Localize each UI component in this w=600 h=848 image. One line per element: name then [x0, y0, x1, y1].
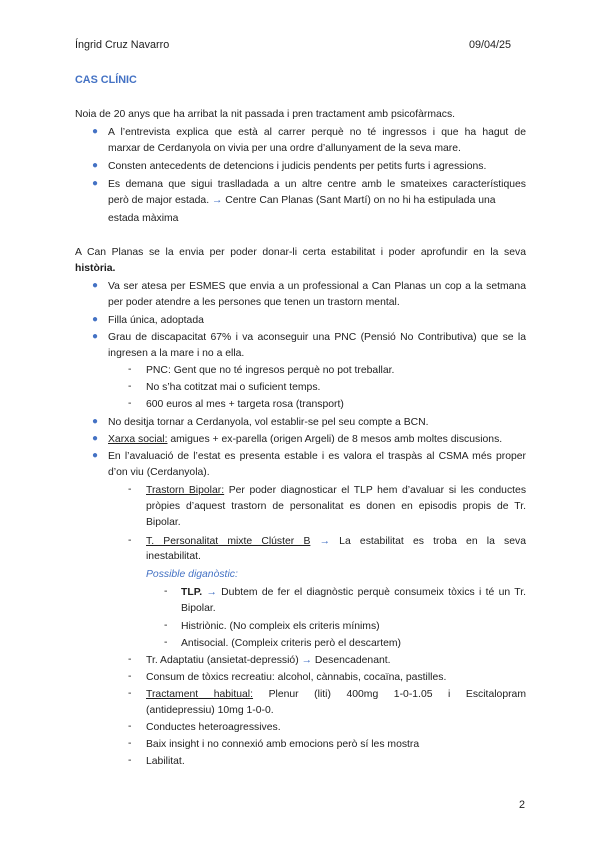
trastorn-bipolar-label: Trastorn Bipolar:	[146, 485, 225, 496]
s1-bullet2: Consten antecedents de detencions i judicis pendents per petits furts i agressions.	[108, 161, 487, 172]
s2-bullet3-line1: Grau de discapacitat 67% i va aconseguir una PNC (Pensió No Contributiva) que se la	[108, 332, 526, 343]
dash-marker: -	[128, 721, 132, 732]
bullet-icon: ●	[92, 126, 99, 137]
xarxa-social-label: Xarxa social:	[108, 434, 168, 445]
desencadenant-text: Desencadenant.	[314, 655, 391, 666]
dash-marker: -	[128, 398, 132, 409]
s2-sub1: PNC: Gent que no té ingresos perquè no pot treballar.	[146, 365, 395, 376]
bullet-icon: ●	[92, 280, 99, 291]
section-title: CAS CLÍNIC	[75, 74, 137, 86]
s3-d1-line3: Bipolar.	[146, 517, 181, 528]
bullet-icon: ●	[92, 416, 99, 427]
personalitat-text: La estabilitat es troba en la seva	[339, 536, 527, 547]
s2-bullet5	[108, 433, 502, 446]
s3-d8: Labilitat.	[146, 756, 185, 767]
dash-marker: -	[128, 755, 132, 766]
s1-bullet1-line2: marxar de Cerdanyola on vivia per una ordre d’allunyament de la seva mare.	[108, 143, 461, 154]
s2-sub2: No s’ha cotitzat mai o suficient temps.	[146, 382, 321, 393]
bullet-icon: ●	[92, 314, 99, 325]
s3-d6: Conductes heteroagressives.	[146, 722, 281, 733]
s3-d1-line1	[146, 484, 526, 497]
s1-bullet3-text-b: Centre Can Planas (Sant Martí) on no hi ha estipulada una	[225, 195, 496, 206]
s2-bullet2: Filla única, adoptada	[108, 315, 204, 326]
bullet-icon: ●	[92, 331, 99, 342]
trastorn-bipolar-text: Per poder diagnosticar el TLP hem d’avaluar si les conductes	[228, 485, 527, 496]
tlp-label: TLP.	[181, 587, 203, 598]
s1-bullet1-line1: A l’entrevista explica que està al carrer perquè no té ingressos i que ha hagut de	[108, 127, 526, 138]
dash-marker: -	[128, 364, 132, 375]
dash-marker: -	[128, 381, 132, 392]
xarxa-social-text: amigues + ex-parella (origen Argeli) de 8 mesos amb moltes discusions.	[170, 434, 503, 445]
s3-d4: Consum de tòxics recreatiu: alcohol, cànnabis, cocaïna, pastilles.	[146, 672, 447, 683]
page-number: 2	[519, 799, 526, 811]
s3-sub3: Antisocial. (Compleix criteris però el descartem)	[181, 638, 402, 649]
s3-d7: Baix insight i no connexió amb emocions però sí les mostra	[146, 739, 420, 750]
dash-marker: -	[128, 688, 132, 699]
s2-bullet4: No desitja tornar a Cerdanyola, vol establir-se pel seu compte a BCN.	[108, 417, 429, 428]
dash-marker: -	[128, 654, 132, 665]
tractament-label: Tractament habitual:	[146, 689, 254, 700]
s2-bullet1-line2: per poder atendre a les persones que tenen un trastorn mental.	[108, 297, 400, 308]
s3-d3	[146, 654, 391, 667]
s2-bullet1-line1: Va ser atesa per ESMES que envia a un professional a Can Planas un cop a la setmana	[108, 281, 526, 292]
bullet-icon: ●	[92, 433, 99, 444]
adaptatiu-text: Tr. Adaptatiu (ansietat-depressió)	[146, 655, 299, 666]
arrow-right-icon: →	[301, 655, 312, 666]
arrow-right-icon: →	[211, 195, 223, 206]
dash-marker: -	[128, 535, 132, 546]
s3-d5-line1	[146, 688, 526, 701]
s1-bullet3-line3: estada màxima	[108, 213, 179, 224]
para2-line1: A Can Planas se la envia per poder donar-li certa estabilitat i poder aprofundir en la seva	[75, 247, 526, 258]
s3-sub1-line2: Bipolar.	[181, 603, 216, 614]
intro-text: Noia de 20 anys que ha arribat la nit passada i pren tractament amb psicofàrmacs.	[75, 109, 456, 120]
s3-sub1-line1	[181, 586, 526, 599]
s1-bullet3-text-a: però de major estada.	[108, 195, 210, 206]
personalitat-label: T. Personalitat mixte Clúster B	[146, 536, 311, 547]
bullet-icon: ●	[92, 160, 99, 171]
dash-marker: -	[164, 637, 168, 648]
s3-d2-line1	[146, 535, 526, 548]
arrow-right-icon: →	[319, 536, 330, 547]
s3-d5-line2: (antidepressiu) 10mg 1-0-0.	[146, 705, 274, 716]
s3-d2-line2: inestabilitat.	[146, 551, 201, 562]
dash-marker: -	[128, 738, 132, 749]
header-author: Íngrid Cruz Navarro	[75, 39, 170, 51]
s2-sub3: 600 euros al mes + targeta rosa (transport)	[146, 399, 344, 410]
s2-bullet6-line2: d’on viu (Cerdanyola).	[108, 467, 210, 478]
s1-bullet3-line2	[108, 194, 496, 207]
dash-marker: -	[128, 671, 132, 682]
header-date: 09/04/25	[469, 39, 512, 51]
dash-marker: -	[164, 620, 168, 631]
para2-line2: història.	[75, 263, 116, 274]
s1-bullet3-line1: Es demana que sigui traslladada a un altre centre amb le smateixes característiques	[108, 179, 526, 190]
bullet-icon: ●	[92, 450, 99, 461]
dash-marker: -	[128, 484, 132, 495]
s2-bullet6-line1: En l’avaluació de l’estat es presenta estable i es valora el traspàs al CSMA més proper	[108, 451, 526, 462]
tlp-text: Dubtem de fer el diagnòstic perquè consumeix tòxics i té un Tr.	[221, 587, 526, 598]
s3-d1-line2: pròpies d’aquest trastorn de personalitat es donen en episodis propis de Tr.	[146, 501, 526, 512]
tractament-text: Plenur (liti) 400mg 1-0-1.05 i Escitalopram	[268, 689, 526, 700]
s2-bullet3-line2: ingresen a la mare i no a ella.	[108, 348, 245, 359]
arrow-right-icon: →	[206, 587, 217, 598]
bullet-icon: ●	[92, 178, 99, 189]
possible-diagnosis-label: Possible diganòstic:	[146, 569, 238, 580]
dash-marker: -	[164, 586, 168, 597]
s3-sub2: Histriònic. (No compleix els criteris mínims)	[181, 621, 380, 632]
